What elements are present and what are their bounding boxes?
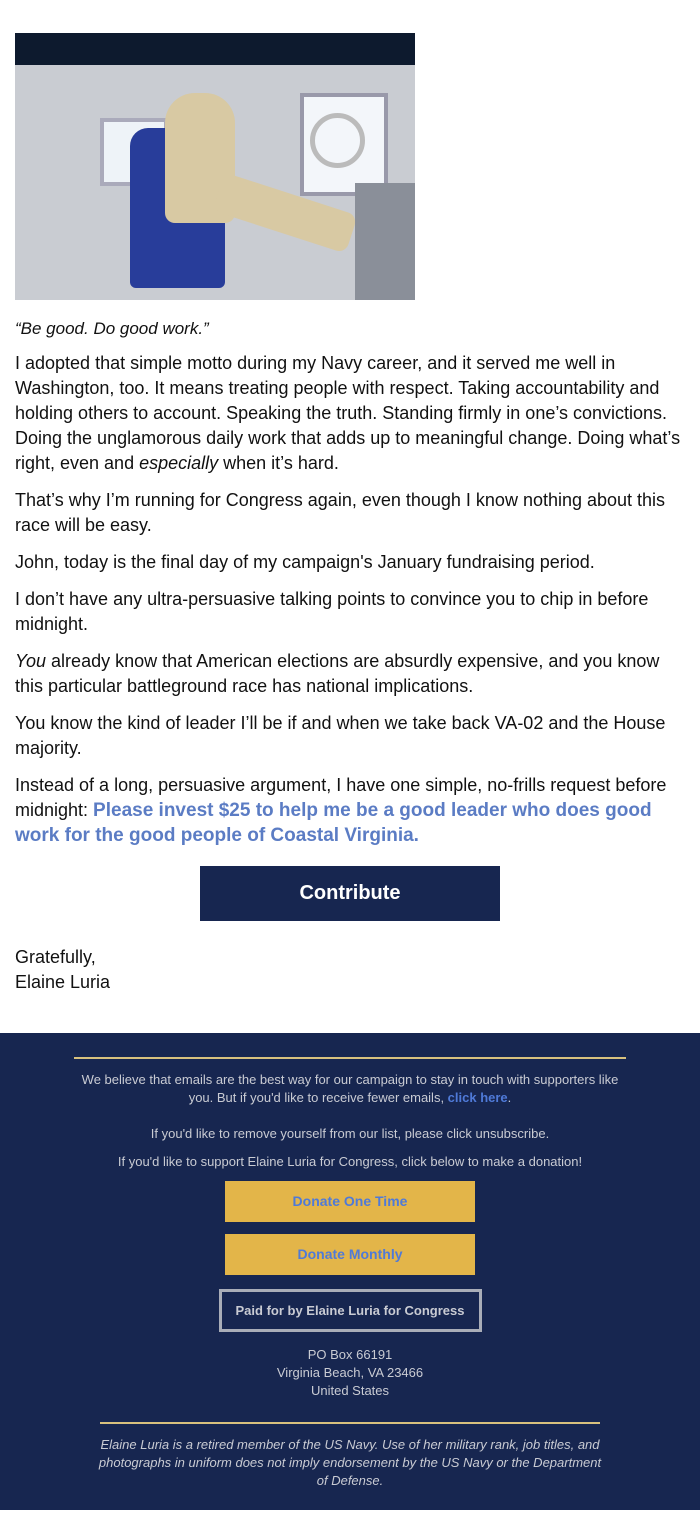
text: .: [507, 1090, 512, 1105]
donation-text: If you'd like to support Elaine Luria for Congress, click below to make a donation!: [117, 1154, 583, 1169]
text: when it’s hard.: [218, 453, 339, 473]
paid-for-by-box: Paid for by Elaine Luria for Congress: [219, 1289, 482, 1332]
divider: [100, 1422, 600, 1424]
paragraph: You know the kind of leader I’ll be if and when we take back VA-02 and the House majority.: [15, 713, 666, 758]
address-line: Virginia Beach, VA 23466: [276, 1365, 424, 1380]
paragraph: [15, 773, 685, 848]
signature-name: Elaine Luria: [15, 972, 111, 992]
paragraph: John, today is the final day of my campaign's January fundraising period.: [15, 552, 595, 572]
divider: [74, 1057, 626, 1059]
text: already know that American elections are absurdly expensive, and you know this particular battleground race has national implications.: [15, 651, 660, 696]
paragraph: [15, 351, 685, 476]
text: We believe that emails are the best way for our campaign to stay in touch with supporters like you. But if you'd like to receive fewer emails,: [81, 1072, 619, 1105]
photo-navy-ship-bridge: [15, 33, 415, 300]
footer-text: [70, 1071, 630, 1107]
signature-block: [15, 945, 685, 995]
motto-quote: “Be good. Do good work.”: [15, 319, 209, 338]
donate-monthly-button[interactable]: Donate Monthly: [225, 1234, 475, 1275]
emphasis: especially: [139, 453, 219, 473]
paragraph: [15, 649, 685, 699]
donate-one-time-button[interactable]: Donate One Time: [225, 1181, 475, 1222]
text: Instead of a long, persuasive argument, I have one simple, no-frills request before midnight:: [15, 775, 667, 820]
closing: Gratefully,: [15, 947, 96, 967]
fewer-emails-link[interactable]: click here: [447, 1090, 508, 1105]
address-line: PO Box 66191: [307, 1347, 393, 1362]
unsubscribe-text: If you'd like to remove yourself from our list, please click unsubscribe.: [150, 1126, 550, 1141]
address-line: United States: [310, 1383, 390, 1398]
address: [0, 1346, 700, 1400]
text: I adopted that simple motto during my Navy career, and it served me well in Washington, too. It means treating people with respect. Taking accountability and holding others to account. Speaking the truth. Standing firmly in one’s convictions. Doing the unglamorous daily work that adds up to meaningful change. Doing what’s right, even and: [15, 353, 681, 473]
paragraph: That’s why I’m running for Congress again, even though I know nothing about this race will be easy.: [15, 490, 666, 535]
disclaimer: Elaine Luria is a retired member of the US Navy. Use of her military rank, job titles, and photographs in uniform does not imply endorsement by the US Navy or the Department of Defense.: [98, 1437, 602, 1488]
paragraph: I don’t have any ultra-persuasive talking points to convince you to chip in before midnight.: [15, 589, 649, 634]
donate-25-link[interactable]: Please invest $25 to help me be a good leader who does good work for the good people of Coastal Virginia.: [15, 800, 652, 846]
footer: [0, 1033, 700, 1510]
contribute-button[interactable]: Contribute: [200, 866, 500, 921]
emphasis: You: [15, 651, 47, 671]
